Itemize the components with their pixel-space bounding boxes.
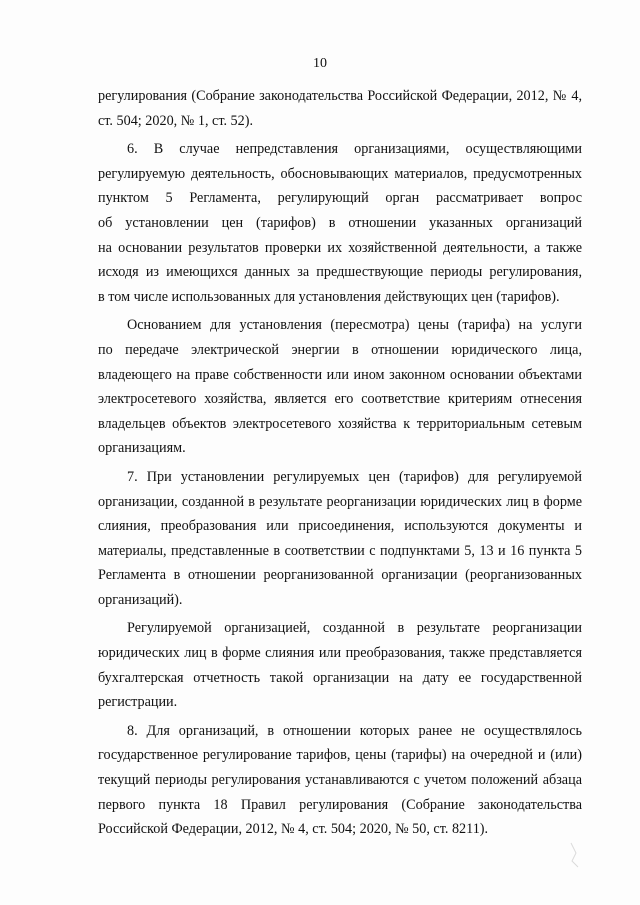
text-line: регистрации. (98, 694, 178, 711)
text-line: 6. В случае непредставления организациями, осуществляющими (127, 141, 582, 158)
text-line: регулируемую деятельность, обосновывающих материалов, предусмотренных (98, 165, 582, 182)
text-line: юридических лиц в форме слияния или преобразования, также представляется (98, 645, 582, 662)
text-line: слияния, преобразования или присоединения, используются документы и (98, 518, 582, 535)
page-number: 10 (313, 56, 327, 71)
text-line: организаций). (98, 591, 183, 608)
paragraph-7 (98, 465, 582, 613)
text-line: по передаче электрической энергии в отношении юридического лица, (98, 341, 582, 358)
text-line: организациям. (98, 440, 186, 457)
text-line: материалы, представленные в соответствии с подпунктами 5, 13 и 16 пункта 5 (98, 542, 582, 559)
text-line: Регламента в отношении реорганизованной организации (реорганизованных (98, 567, 582, 584)
paragraph-6 (98, 137, 582, 309)
text-line: Основанием для установления (пересмотра) цены (тарифа) на услуги (127, 317, 582, 334)
paragraph-continuation (98, 84, 582, 133)
text-line: электросетевого хозяйства, является его соответствие критериям отнесения (98, 391, 582, 408)
text-line: 7. При установлении регулируемых цен (тарифов) для регулируемой (127, 468, 582, 485)
text-line: на основании результатов проверки их хозяйственной деятельности, а также (98, 239, 582, 256)
document-body (98, 84, 582, 842)
scan-artifact-mark (568, 841, 586, 869)
text-line: организации, созданной в результате реорганизации юридических лиц в форме (98, 493, 582, 510)
text-line: государственное регулирование тарифов, цены (тарифы) на очередной и (или) (98, 747, 582, 764)
text-line: об установлении цен (тарифов) в отношении указанных организаций (98, 214, 582, 231)
text-line: Российской Федерации, 2012, № 4, ст. 504; 2020, № 50, ст. 8211). (98, 821, 489, 838)
text-line: в том числе использованных для установления действующих цен (тарифов). (98, 288, 560, 305)
text-line: ст. 504; 2020, № 1, ст. 52). (98, 112, 254, 129)
text-line: исходя из имеющихся данных за предшествующие периоды регулирования, (98, 264, 582, 281)
text-line: владельцев объектов электросетевого хозяйства к территориальным сетевым (98, 415, 582, 432)
text-line: пунктом 5 Регламента, регулирующий орган рассматривает вопрос (98, 190, 582, 207)
text-line: текущий периоды регулирования устанавливаются с учетом положений абзаца (98, 772, 582, 789)
text-line: 8. Для организаций, в отношении которых ранее не осуществлялось (127, 722, 582, 739)
text-line: Регулируемой организацией, созданной в результате реорганизации (127, 620, 582, 637)
paragraph-reorganized (98, 616, 582, 714)
text-line: регулирования (Собрание законодательства Российской Федерации, 2012, № 4, (98, 88, 582, 104)
paragraph-8 (98, 719, 582, 842)
text-line: первого пункта 18 Правил регулирования (Собрание законодательства (98, 796, 582, 813)
text-line: бухгалтерская отчетность такой организации на дату ее государственной (98, 669, 582, 686)
text-line: владеющего на праве собственности или ином законном основании объектами (98, 366, 582, 383)
paragraph-basis (98, 313, 582, 461)
